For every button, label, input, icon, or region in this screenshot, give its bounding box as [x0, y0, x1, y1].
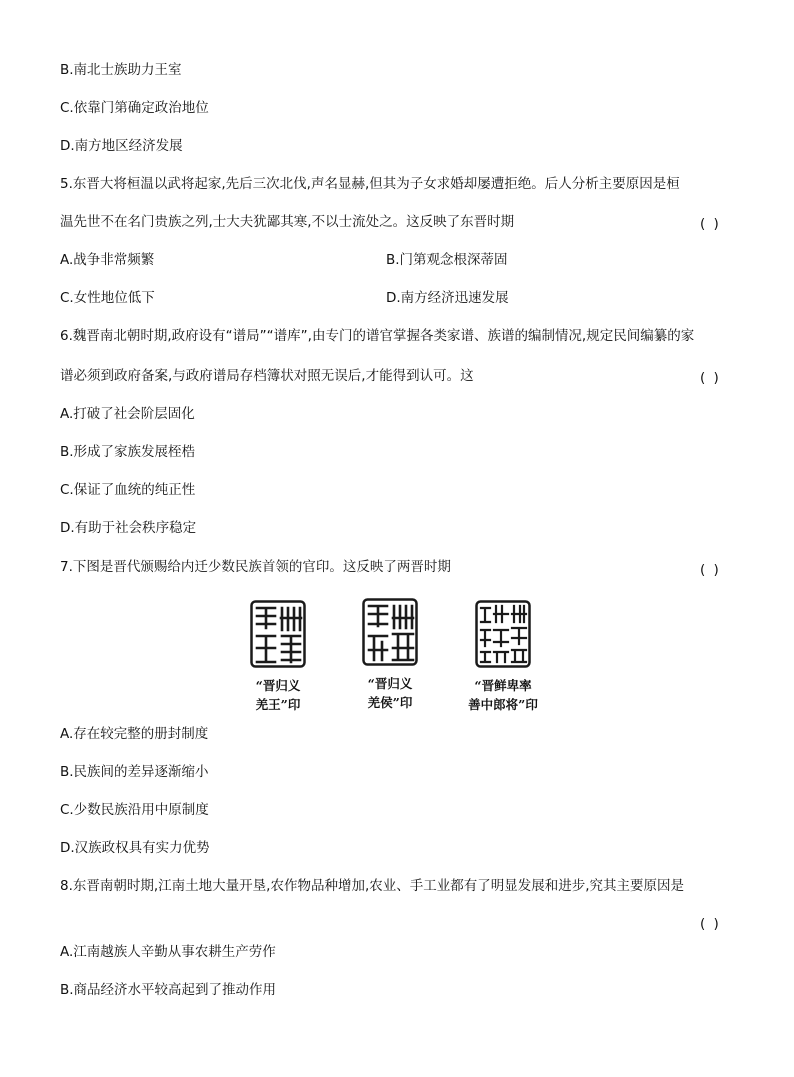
seal-caption-1-line1: “晋归义 [255, 678, 301, 693]
seal-figure [0, 598, 794, 716]
q5-option-c: C.女性地位低下 [60, 290, 155, 306]
q7-option-d: D.汉族政权具有实力优势 [60, 840, 210, 856]
seal-caption-2-line2: 羌侯”印 [367, 695, 413, 710]
q7-option-c: C.少数民族沿用中原制度 [60, 802, 209, 818]
seal-image-1 [250, 600, 306, 668]
q8-stem: 8.东晋南朝时期,江南土地大量开垦,农作物品种增加,农业、手工业都有了明显发展和进步,究其主要原因是 [60, 878, 685, 894]
q5-option-d: D.南方经济迅速发展 [386, 290, 509, 306]
q6-option-b: B.形成了家族发展桎梏 [60, 444, 196, 460]
q5-stem-line1: 5.东晋大将桓温以武将起家,先后三次北伐,声名显赫,但其为子女求婚却屡遭拒绝。后人分析主要原因是桓 [60, 176, 680, 192]
q6-option-c: C.保证了血统的纯正性 [60, 482, 196, 498]
seal-image-2 [362, 598, 418, 666]
q5-option-b: B.门第观念根深蒂固 [386, 252, 508, 268]
seal-caption-3-line2: 善中郎将”印 [468, 697, 538, 712]
q8-answer-bracket[interactable]: ( ) [700, 916, 721, 932]
q6-option-d: D.有助于社会秩序稳定 [60, 520, 197, 536]
seal-3-graphic [475, 600, 531, 668]
seal-caption-1-line2: 羌王”印 [255, 697, 301, 712]
q6-answer-bracket[interactable]: ( ) [700, 370, 721, 386]
q4-option-c: C.依靠门第确定政治地位 [60, 100, 209, 116]
q6-stem-line1: 6.魏晋南北朝时期,政府设有“谱局”“谱库”,由专门的谱官掌握各类家谱、族谱的编制情况,规定民间编纂的家 [60, 328, 695, 344]
q4-option-d: D.南方地区经济发展 [60, 138, 183, 154]
q5-option-a: A.战争非常频繁 [60, 252, 155, 268]
q4-option-b: B.南北士族助力王室 [60, 62, 182, 78]
q7-option-b: B.民族间的差异逐渐缩小 [60, 764, 209, 780]
q7-answer-bracket[interactable]: ( ) [700, 562, 721, 578]
seal-image-3 [475, 600, 531, 668]
q6-stem-line2: 谱必须到政府备案,与政府谱局存档簿状对照无误后,才能得到认可。这 [60, 368, 474, 384]
seal-2-graphic [362, 598, 418, 666]
q5-answer-bracket[interactable]: ( ) [700, 216, 721, 232]
q5-stem-line2: 温先世不在名门贵族之列,士大夫犹鄙其寒,不以士流处之。这反映了东晋时期 [60, 214, 515, 230]
q7-option-a: A.存在较完整的册封制度 [60, 726, 209, 742]
q6-option-a: A.打破了社会阶层固化 [60, 406, 195, 422]
q7-stem: 7.下图是晋代颁赐给内迁少数民族首领的官印。这反映了两晋时期 [60, 559, 451, 575]
seal-caption-2-line1: “晋归义 [367, 676, 413, 691]
seal-caption-3-line1: “晋鲜卑率 [474, 678, 532, 693]
q8-option-a: A.江南越族人辛勤从事农耕生产劳作 [60, 944, 276, 960]
seal-1-graphic [250, 600, 306, 668]
q8-option-b: B.商品经济水平较高起到了推动作用 [60, 982, 277, 998]
